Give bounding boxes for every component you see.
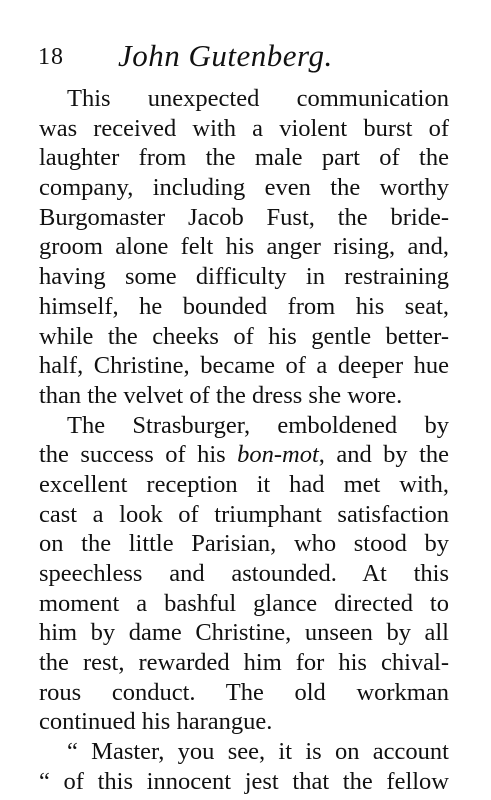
- text-line: continued his harangue.: [39, 708, 273, 736]
- text-line: The Strasburger, emboldened by: [67, 411, 449, 439]
- text-line: on the little Parisian, who stood by: [39, 530, 449, 558]
- text-line: speechless and astounded. At this: [39, 560, 449, 587]
- text-segment: , and by the: [318, 441, 449, 469]
- text-line: moment a bashful glance directed to: [39, 589, 449, 617]
- italic-phrase: bon-mot: [237, 441, 319, 469]
- text-line: him by dame Christine, unseen by all: [39, 619, 449, 647]
- text-line: the rest, rewarded him for his chival-: [39, 649, 449, 677]
- text-line: excellent reception it had met with,: [39, 470, 449, 498]
- running-head: [38, 38, 458, 78]
- text-line-with-italic: [39, 440, 449, 470]
- text-line: company, including even the worthy: [39, 174, 449, 202]
- text-line: “ of this innocent jest that the fellow: [39, 767, 449, 795]
- running-title: John Gutenberg.: [118, 38, 333, 73]
- text-line: This unexpected communication: [67, 85, 449, 112]
- text-line: Burgomaster Jacob Fust, the bride-: [39, 203, 449, 231]
- text-line: himself, he bounded from his seat,: [39, 292, 449, 320]
- page-number: 18: [38, 44, 64, 70]
- text-line: half, Christine, became of a deeper hue: [39, 352, 449, 380]
- text-line: groom alone felt his anger rising, and,: [39, 233, 449, 261]
- text-line: “ Master, you see, it is on account: [67, 738, 449, 766]
- text-segment: the success of his: [39, 441, 226, 469]
- text-line: than the velvet of the dress she wore.: [39, 381, 403, 409]
- text-line: was received with a violent burst of: [39, 114, 449, 142]
- text-line: while the cheeks of his gentle better-: [39, 322, 449, 350]
- text-line: rous conduct. The old workman: [39, 678, 449, 706]
- text-line: laughter from the male part of the: [39, 144, 449, 172]
- text-line: cast a look of triumphant satisfaction: [39, 500, 449, 528]
- text-line: having some difficulty in restraining: [39, 263, 449, 291]
- body-text: [39, 84, 449, 797]
